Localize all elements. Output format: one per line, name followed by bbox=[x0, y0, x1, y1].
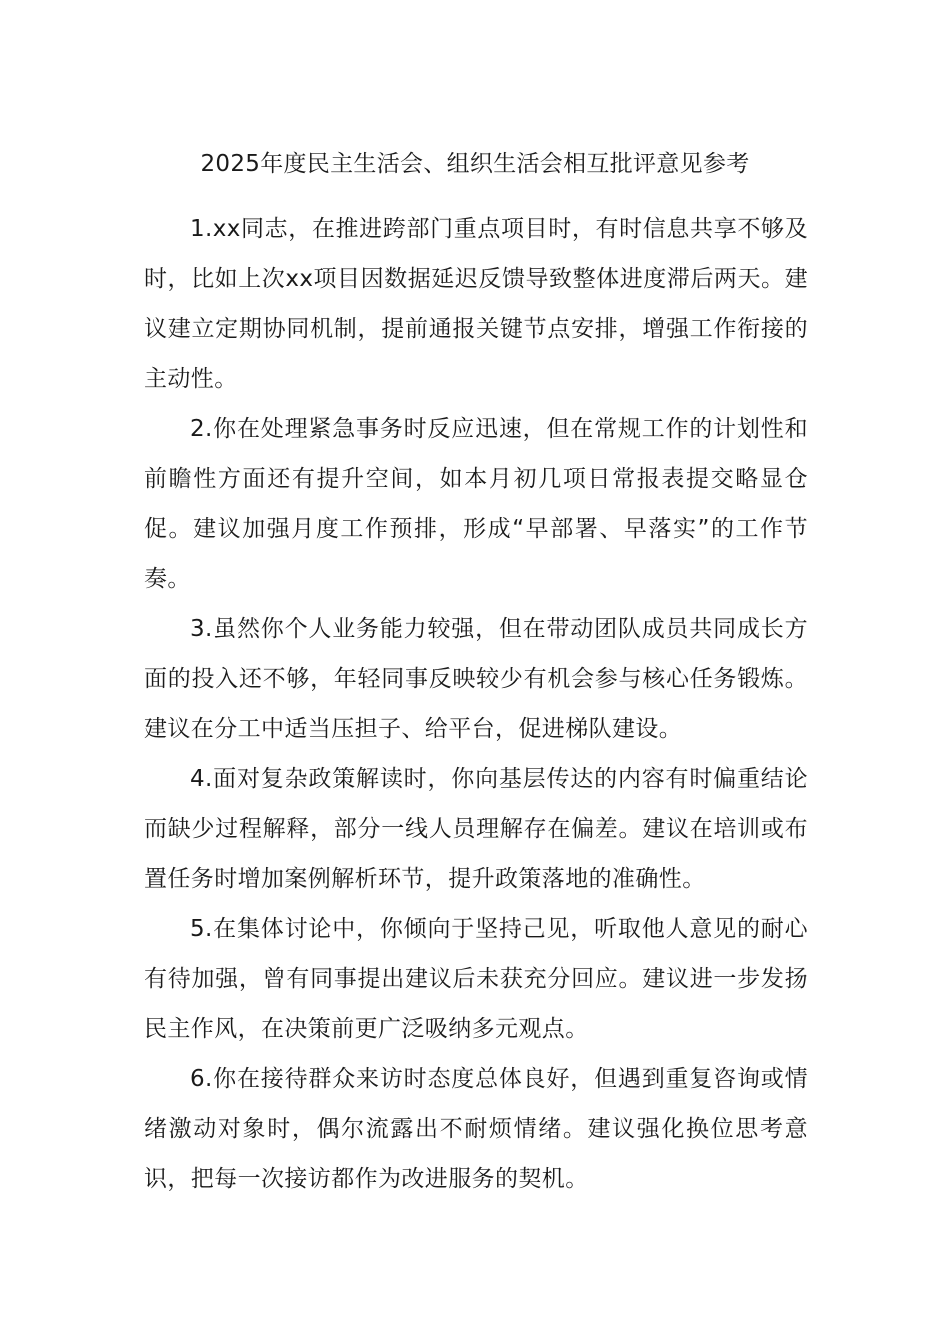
paragraph-3: 3.虽然你个人业务能力较强，但在带动团队成员共同成长方面的投入还不够，年轻同事反映较少有机会参与核心任务锻炼。建议在分工中适当压担子、给平台，促进梯队建设。 bbox=[144, 616, 808, 742]
paragraph-5: 5.在集体讨论中，你倾向于坚持己见，听取他人意见的耐心有待加强，曾有同事提出建议后未获充分回应。建议进一步发扬民主作风，在决策前更广泛吸纳多元观点。 bbox=[144, 916, 808, 1042]
document-title: 2025年度民主生活会、组织生活会相互批评意见参考 bbox=[200, 151, 750, 177]
paragraph-6: 6.你在接待群众来访时态度总体良好，但遇到重复咨询或情绪激动对象时，偶尔流露出不耐烦情绪。建议强化换位思考意识，把每一次接访都作为改进服务的契机。 bbox=[144, 1066, 808, 1192]
document-body bbox=[144, 204, 808, 1204]
paragraph-2: 2.你在处理紧急事务时反应迅速，但在常规工作的计划性和前瞻性方面还有提升空间，如本月初几项日常报表提交略显仓促。建议加强月度工作预排，形成“早部署、早落实”的工作节奏。 bbox=[144, 416, 808, 592]
paragraph-4: 4.面对复杂政策解读时，你向基层传达的内容有时偏重结论而缺少过程解释，部分一线人员理解存在偏差。建议在培训或布置任务时增加案例解析环节，提升政策落地的准确性。 bbox=[144, 766, 808, 892]
paragraph-1: 1.xx同志，在推进跨部门重点项目时，有时信息共享不够及时，比如上次xx项目因数据延迟反馈导致整体进度滞后两天。建议建立定期协同机制，提前通报关键节点安排，增强工作衔接的主动性。 bbox=[144, 216, 808, 392]
